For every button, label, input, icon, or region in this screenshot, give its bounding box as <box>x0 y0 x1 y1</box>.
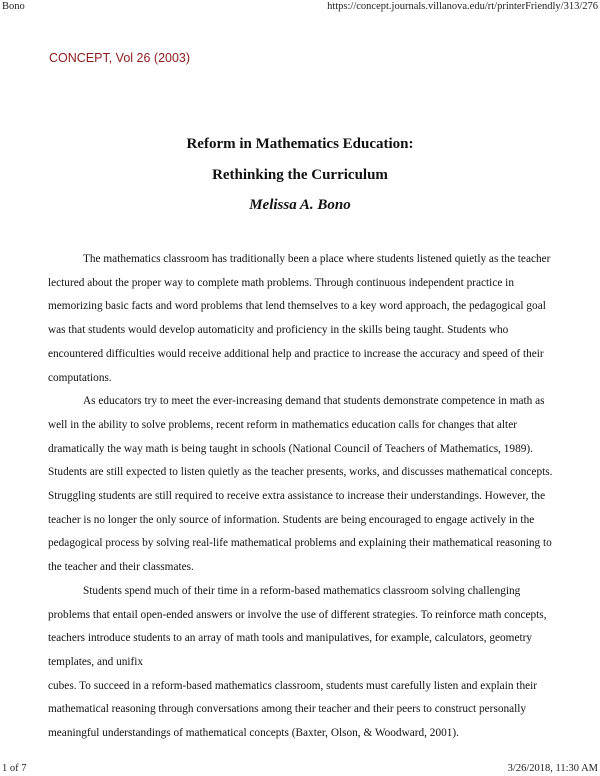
article-title-line-1: Reform in Mathematics Education: <box>186 136 414 152</box>
paragraph-1: The mathematics classroom has traditionally been a place where students listened quietly as the teacher lectured about the proper way to complete math problems. Through continuous independent practice in memorizing basic facts and word problems that lend themselves to a key word approach, the pedagogical goal was that students would develop automaticity and proficiency in the skills being taught. Students who encountered difficulties would receive additional help and practice to increase the accuracy and speed of their computations. <box>48 253 551 384</box>
paragraph-3: Students spend much of their time in a reform-based mathematics classroom solving challenging problems that entail open-ended answers or involve the use of different strategies. To reinforce math concepts, teachers introduce students to an array of math tools and manipulatives, for example, calculators, geometry templates, and unifix <box>48 584 547 668</box>
paragraph-2: As educators try to meet the ever-increasing demand that students demonstrate competence in math as well in the ability to solve problems, recent reform in mathematics education calls for changes that alter dramatically the way math is being taught in schools (National Council of Teachers of Mathematics, 1989). Students are still expected to listen quietly as the teacher presents, works, and discusses mathematical concepts. Struggling students are still required to receive extra assistance to increase their understandings. However, the teacher is no longer the only source of information. Students are being encouraged to engage actively in the pedagogical process by solving real-life mathematical problems and explaining their mathematical reasoning to the teacher and their classmates. <box>48 395 553 574</box>
article-author: Melissa A. Bono <box>249 197 351 213</box>
print-footer-timestamp: 3/26/2018, 11:30 AM <box>507 763 598 774</box>
journal-citation: CONCEPT, Vol 26 (2003) <box>49 51 191 65</box>
article-body <box>48 248 556 746</box>
paragraph-4: cubes. To succeed in a reform-based mathematics classroom, students must carefully listen and explain their mathematical reasoning through conversations among their teacher and their peers to construct personally meaningful understandings of mathematical concepts (Baxter, Olson, & Woodward, 2001). <box>48 679 538 740</box>
print-header-url: https://concept.journals.villanova.edu/rt/printerFriendly/313/276 <box>327 1 598 12</box>
print-footer-page-count: 1 of 7 <box>2 763 27 774</box>
article-title-line-2: Rethinking the Curriculum <box>212 167 388 183</box>
print-header-title: Bono <box>2 1 25 12</box>
